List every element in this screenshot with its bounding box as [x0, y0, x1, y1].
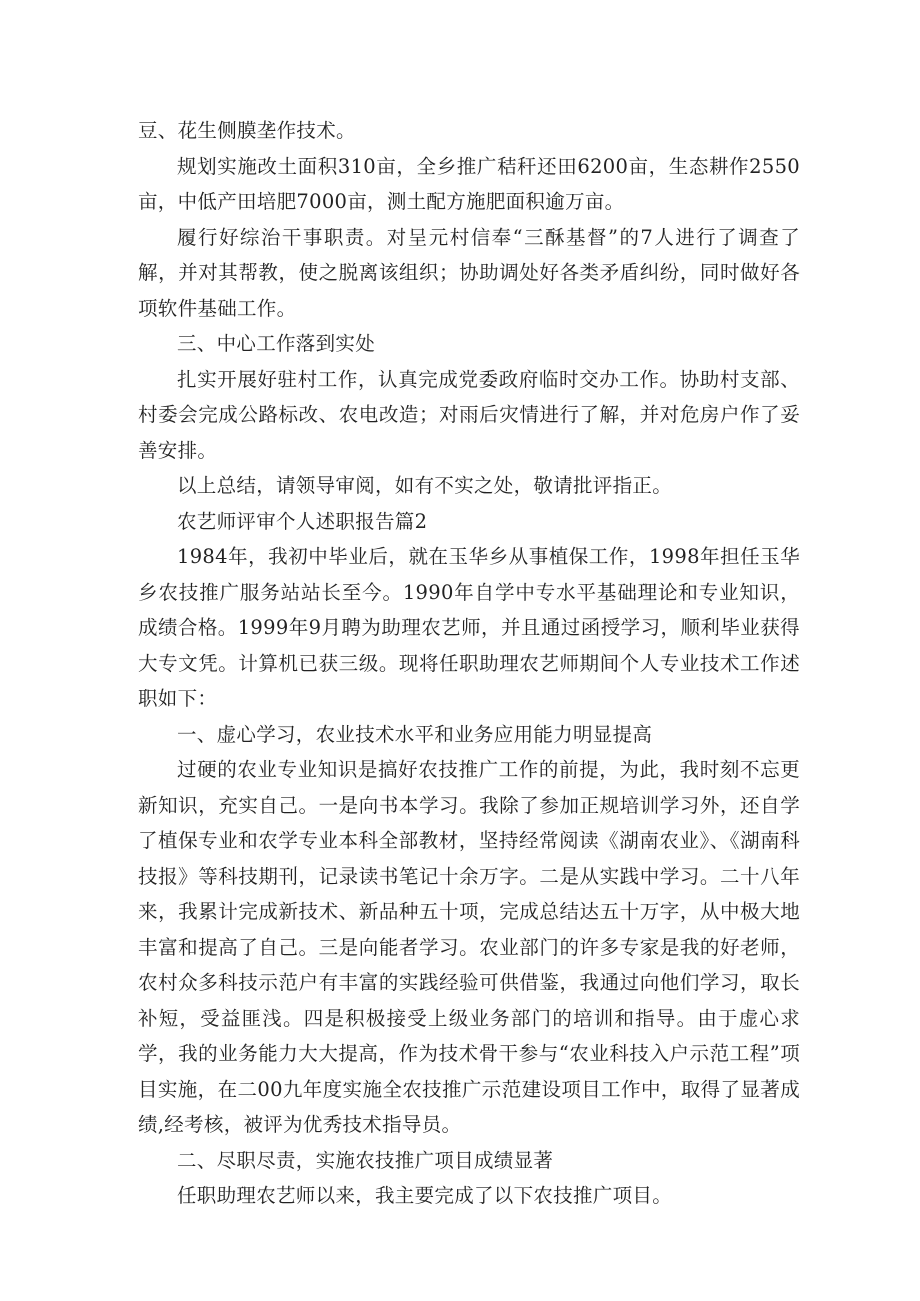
paragraph-planning: 规划实施改土面积310亩，全乡推广秸秆还田6200亩，生态耕作2550亩，中低产田培肥7000亩，测土配方施肥面积逾万亩。	[138, 154, 800, 213]
section-heading-3: 三、中心工作落到实处	[177, 332, 376, 355]
paragraph-projects: 任职助理农艺师以来，我主要完成了以下农技推广项目。	[177, 1184, 673, 1207]
paragraph-learning: 过硬的农业专业知识是搞好农技推广工作的前提，为此，我时刻不忘更新知识，充实自己。一是向书本学习。我除了参加正规培训学习外，还自学了植保专业和农学专业本科全部教材，坚持经常阅读《湖南农业》、《湖南科技报》等科技期刊，记录读书笔记十余万字。二是从实践中学习。二十八年来，我累计完成新技术、新品种五十项，完成总结达五十万字，从中极大地丰富和提高了自己。三是向能者学习。农业部门的许多专家是我的好老师，农村众多科技示范户有丰富的实践经验可供借鉴，我通过向他们学习，取长补短，受益匪浅。四是积极接受上级业务部门的培训和指导。由于虚心求学，我的业务能力大大提高，作为技术骨干参与“农业科技入户示范工程”项目实施，在二00九年度实施全农技推广示范建设项目工作中，取得了显著成绩,经考核，被评为优秀技术指导员。	[138, 758, 800, 1136]
paragraph-closing: 以上总结，请领导审阅，如有不实之处，敬请批评指正。	[177, 474, 673, 497]
section-heading-1: 一、虚心学习，农业技术水平和业务应用能力明显提高	[177, 722, 653, 746]
paragraph-duties: 履行好综治干事职责。对呈元村信奉“三酥基督”的7人进行了调查了解，并对其帮教，使之脱离该组织；协助调处好各类矛盾纠纷，同时做好各项软件基础工作。	[138, 225, 800, 320]
document-body	[138, 113, 800, 1214]
section-heading-2: 二、尽职尽责，实施农技推广项目成绩显著	[177, 1148, 554, 1172]
report-title-2: 农艺师评审个人述职报告篇2	[177, 509, 428, 533]
paragraph-intro: 1984年，我初中毕业后，就在玉华乡从事植保工作，1998年担任玉华乡农技推广服务站站长至今。1990年自学中专水平基础理论和专业知识，成绩合格。1999年9月聘为助理农艺师，并且通过函授学习，顺利毕业获得大专文凭。计算机已获三级。现将任职助理农艺师期间个人专业技术工作述职如下：	[138, 545, 800, 710]
paragraph-continuation: 豆、花生侧膜垄作技术。	[138, 119, 356, 142]
paragraph-village-work: 扎实开展好驻村工作，认真完成党委政府临时交办工作。协助村支部、村委会完成公路标改、农电改造；对雨后灾情进行了解，并对危房户作了妥善安排。	[138, 367, 800, 462]
